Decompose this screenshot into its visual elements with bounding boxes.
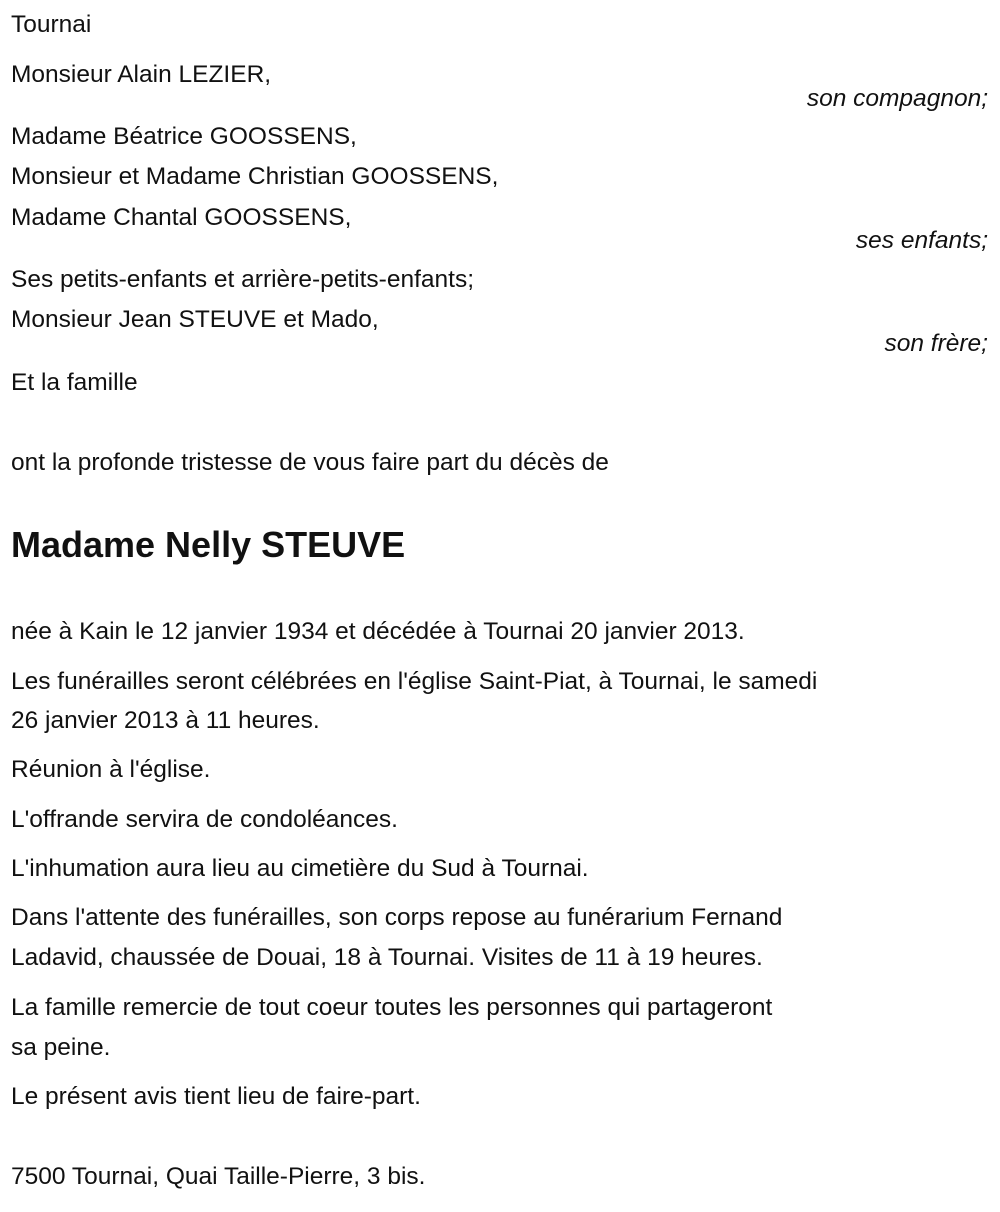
child-name: Madame Béatrice GOOSSENS,: [11, 123, 357, 150]
family-line: Et la famille: [11, 369, 138, 396]
brother-name: Monsieur Jean STEUVE et Mado,: [11, 306, 379, 333]
address: 7500 Tournai, Quai Taille-Pierre, 3 bis.: [11, 1163, 426, 1190]
partner-role: son compagnon;: [806, 85, 988, 112]
children-role: ses enfants;: [855, 227, 988, 254]
grandchildren: Ses petits-enfants et arrière-petits-enfants;: [11, 266, 474, 293]
birth-death: née à Kain le 12 janvier 1934 et décédée à Tournai 20 janvier 2013.: [11, 618, 745, 645]
visitation-info: Ladavid, chaussée de Douai, 18 à Tournai. Visites de 11 à 19 heures.: [11, 944, 763, 971]
offering-info: L'offrande servira de condoléances.: [11, 806, 398, 833]
funeral-info: 26 janvier 2013 à 11 heures.: [11, 707, 320, 734]
funeral-info: Les funérailles seront célébrées en l'église Saint-Piat, à Tournai, le samedi: [11, 668, 818, 695]
thanks: sa peine.: [11, 1034, 111, 1061]
notice: Le présent avis tient lieu de faire-part.: [11, 1083, 421, 1110]
visitation-info: Dans l'attente des funérailles, son corps repose au funérarium Fernand: [11, 904, 783, 931]
brother-role: son frère;: [884, 330, 988, 357]
city: Tournai: [11, 11, 92, 38]
thanks: La famille remercie de tout coeur toutes les personnes qui partageront: [11, 994, 773, 1021]
announcement: ont la profonde tristesse de vous faire part du décès de: [11, 449, 609, 476]
partner-name: Monsieur Alain LEZIER,: [11, 61, 272, 88]
child-name: Monsieur et Madame Christian GOOSSENS,: [11, 163, 499, 190]
burial-info: L'inhumation aura lieu au cimetière du Sud à Tournai.: [11, 855, 589, 882]
child-name: Madame Chantal GOOSSENS,: [11, 204, 352, 231]
deceased-name: Madame Nelly STEUVE: [11, 524, 406, 565]
meeting-info: Réunion à l'église.: [11, 756, 211, 783]
